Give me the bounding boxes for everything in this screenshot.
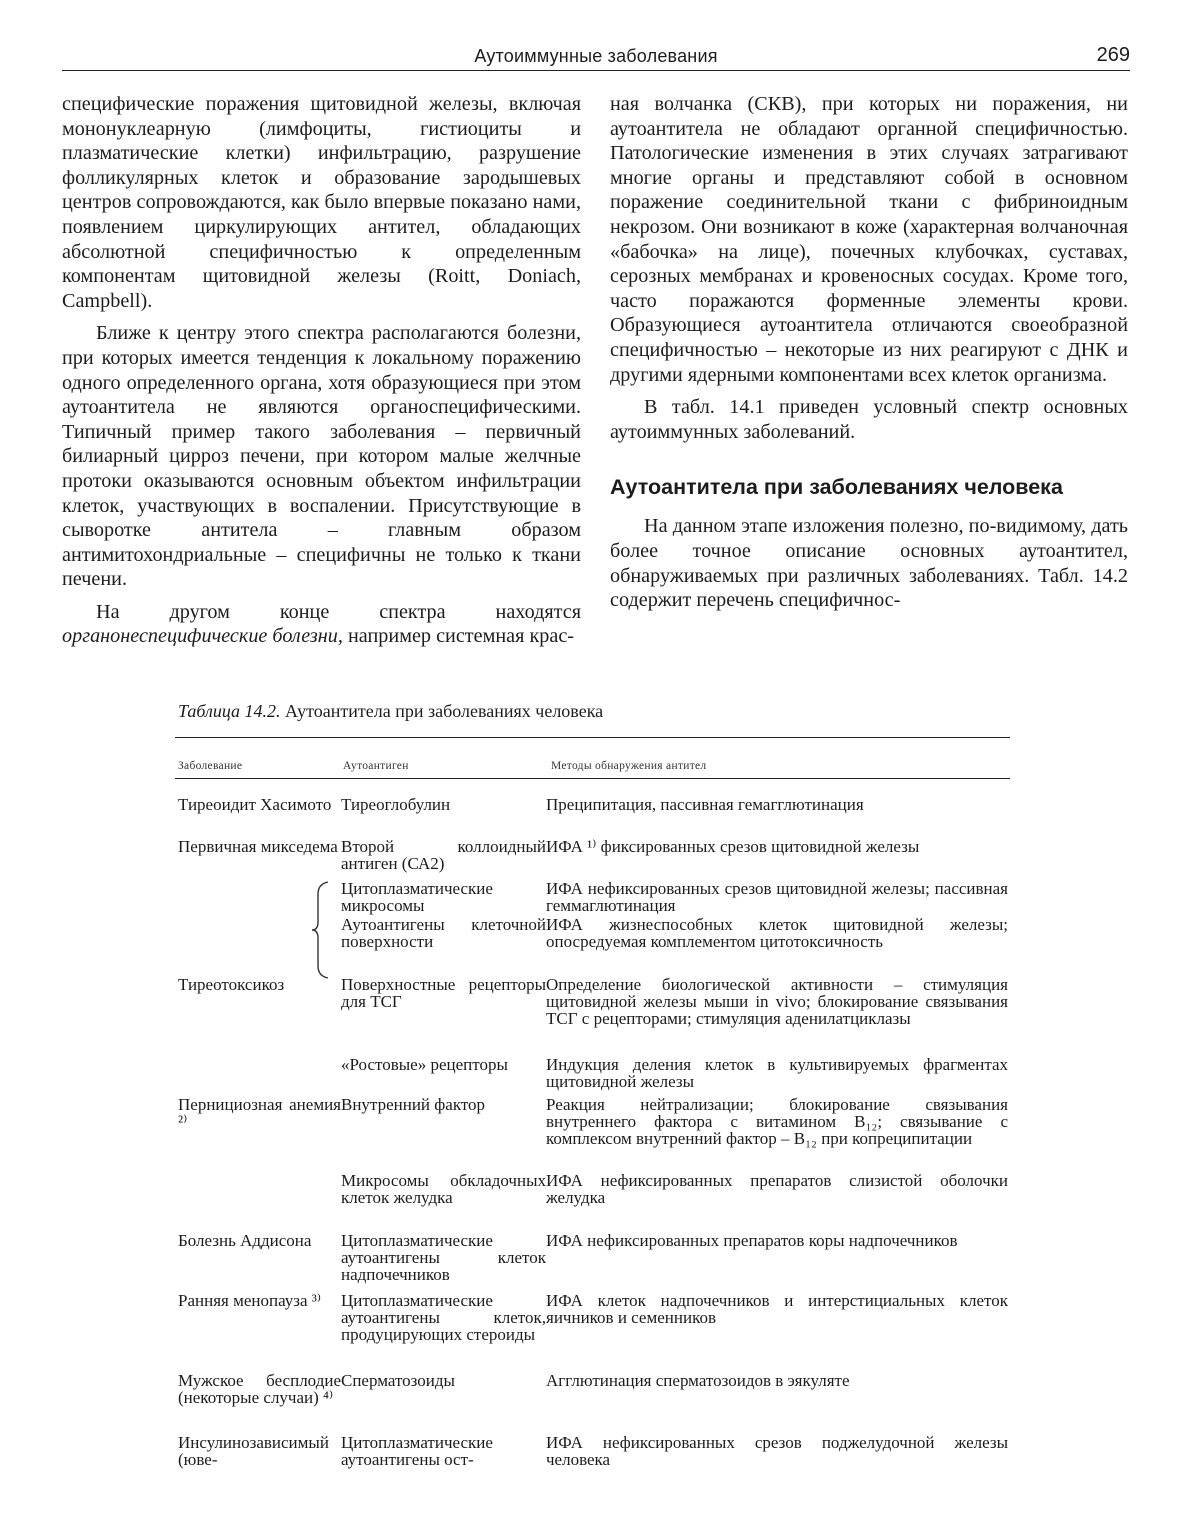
paragraph-text: например системная крас-: [342, 625, 574, 648]
autoantigen-cell: Поверхностные рецепторы для ТСГ: [341, 975, 546, 1011]
table-body: [175, 796, 1010, 1474]
autoantigen-cell: Аутоантигены клеточной поверхности: [341, 915, 546, 951]
paragraph: ная волчанка (СКВ), при которых ни поражения, ни аутоантитела не обладают органной специфичностью. Патологические изменения в этих случаях затрагивают многие органы и представляют собой в основном поражение соединительной ткани с фибриноидным некрозом. Они возникают в коже (характерная волчаночная «бабочка» на лице), почечных клубочках, суставах, серозных мембранах и кровеносных сосудах. Кроме того, часто поражаются форменные элементы крови. Образующиеся аутоантитела отличаются своеобразной специфичностью – некоторые из них реагируют с ДНК и другими ядерными компонентами всех клеток организма.: [610, 93, 1128, 386]
disease-cell: [175, 1056, 341, 1096]
autoantigen-cell: Цитоплазматические аутоантигены клеток надпочечников: [341, 1231, 546, 1284]
autoantigen-cell: Внутренний фактор: [341, 1095, 486, 1114]
right-column: [610, 92, 1128, 613]
table-caption-label: Таблица 14.2.: [178, 701, 281, 721]
autoantigen-cell: Сперматозоиды: [341, 1371, 455, 1390]
paragraph: [62, 600, 581, 649]
autoantigen-cell: Тиреоглобулин: [341, 795, 451, 814]
table-row: [175, 1056, 1010, 1096]
method-cell: Определение биологической активности – стимуляция щитовидной железы мыши in vivo; блокирование связывания ТСГ с рецепторами; стимуляция аденилатциклазы: [546, 975, 1008, 1028]
paragraph: специфические поражения щитовидной железы, включая мононуклеарную (лимфоциты, гистиоциты и плазматические клетки) инфильтрацию, разрушение фолликулярных клеток и образование зародышевых центров сопровождаются, как было впервые показано нами, появлением циркулирующих антител, обладающих абсолютной специфичностью к определенным компонентам щитовидной железы (Roitt, Doniach, Campbell).: [62, 93, 581, 312]
method-cell: ИФА жизнеспособных клеток щитовидной железы; опосредуемая комплементом цитотоксичность: [546, 915, 1008, 951]
autoantigen-cell: Цитоплазматические аутоантигены клеток, продуцирующих стероиды: [341, 1291, 546, 1344]
disease-cell: Тиреотоксикоз: [178, 975, 285, 994]
table-row: [175, 796, 1010, 838]
table-caption: [178, 701, 603, 722]
table-row: [175, 1434, 1010, 1474]
disease-cell: Тиреоидит Хасимото: [178, 795, 332, 814]
method-cell: Агглютинация сперматозоидов в эякуляте: [546, 1371, 850, 1390]
table-row: [175, 1232, 1010, 1292]
autoantigen-cell: Цитоплазматические аутоантигены ост-: [341, 1433, 493, 1469]
table-row: [175, 1292, 1010, 1372]
paragraph: Ближе к центру этого спектра располагаются болезни, при которых имеется тенденция к локальному поражению одного определенного органа, хотя образующиеся при этом аутоантитела не являются органоспецифическими. Типичный пример такого заболевания – первичный билиарный цирроз печени, при котором малые желчные протоки оказываются основным объектом инфильтрации клеток, участвующих в воспалении. Присутствующие в сыворотке антитела – главным образом антимитохондриальные – специфичны не только к ткани печени.: [62, 322, 581, 591]
disease-cell: Мужское бесплодие (некоторые случаи) ⁴⁾: [178, 1371, 341, 1407]
autoantigen-cell: Цитоплазматические микросомы: [341, 879, 493, 915]
table-row: [175, 976, 1010, 1056]
column-header: Аутоантиген: [343, 760, 409, 772]
paragraph: В табл. 14.1 приведен условный спектр основных аутоиммунных заболеваний.: [610, 396, 1128, 443]
method-cell: Индукция деления клеток в культивируемых фрагментах щитовидной железы: [546, 1055, 1008, 1091]
italic-term: органонеспецифические болезни,: [62, 625, 343, 648]
section-heading: Аутоантитела при заболеваниях человека: [610, 475, 1063, 500]
method-cell: ИФА нефиксированных препаратов коры надпочечников: [546, 1231, 958, 1250]
paragraph: На данном этапе изложения полезно, по-видимому, дать более точное описание основных аутоантител, обнаруживаемых при различных заболеваниях. Табл. 14.2 содержит перечень специфичнос-: [610, 515, 1128, 612]
table-row: [175, 838, 1010, 880]
running-header: [62, 42, 1130, 71]
method-cell: ИФА нефиксированных срезов щитовидной железы; пассивная геммаглютинация: [546, 879, 1008, 915]
page-number: 269: [1096, 44, 1130, 66]
table-header-rule: [175, 778, 1010, 779]
disease-cell: Первичная микседема: [178, 837, 338, 856]
autoantigen-cell: Второй коллоидный антиген (СА2): [341, 837, 546, 873]
disease-cell: Пернициозная анемия ²⁾: [178, 1095, 341, 1131]
disease-cell: [175, 1172, 341, 1232]
disease-cell: Инсулинозависимый (юве-: [178, 1433, 329, 1469]
running-title: Аутоиммунные заболевания: [474, 46, 718, 66]
disease-cell: Ранняя менопауза ³⁾: [178, 1291, 322, 1310]
method-cell: ИФА ¹⁾ фиксированных срезов щитовидной железы: [546, 837, 920, 856]
disease-cell: [175, 916, 341, 976]
disease-cell: [175, 880, 341, 916]
table-caption-text: Аутоантитела при заболеваниях человека: [280, 701, 604, 721]
table-row: [175, 1172, 1010, 1232]
table-row: [175, 1096, 1010, 1172]
method-cell: Реакция нейтрализации; блокирование связывания внутреннего фактора с витамином B₁₂; связывание с комплексом внутренний фактор – B₁₂ при копреципитации: [546, 1095, 1008, 1148]
disease-cell: Болезнь Аддисона: [178, 1231, 312, 1250]
table-row: [175, 916, 1010, 976]
column-header: Заболевание: [178, 760, 243, 772]
method-cell: ИФА нефиксированных срезов поджелудочной железы человека: [546, 1433, 1008, 1469]
table-top-rule: [175, 737, 1010, 738]
table-row: [175, 880, 1010, 916]
method-cell: ИФА нефиксированных препаратов слизистой оболочки желудка: [546, 1171, 1008, 1207]
column-header: Методы обнаружения антител: [551, 760, 707, 772]
paragraph-text: На другом конце спектра находятся: [96, 600, 581, 623]
autoantigen-cell: Микросомы обкладочных клеток желудка: [341, 1171, 546, 1207]
method-cell: Преципитация, пассивная гемагглютинация: [546, 795, 864, 814]
autoantigen-cell: «Ростовые» рецепторы: [341, 1055, 508, 1074]
method-cell: ИФА клеток надпочечников и интерстициальных клеток яичников и семенников: [546, 1291, 1008, 1327]
left-column: [62, 92, 581, 649]
table-row: [175, 1372, 1010, 1434]
